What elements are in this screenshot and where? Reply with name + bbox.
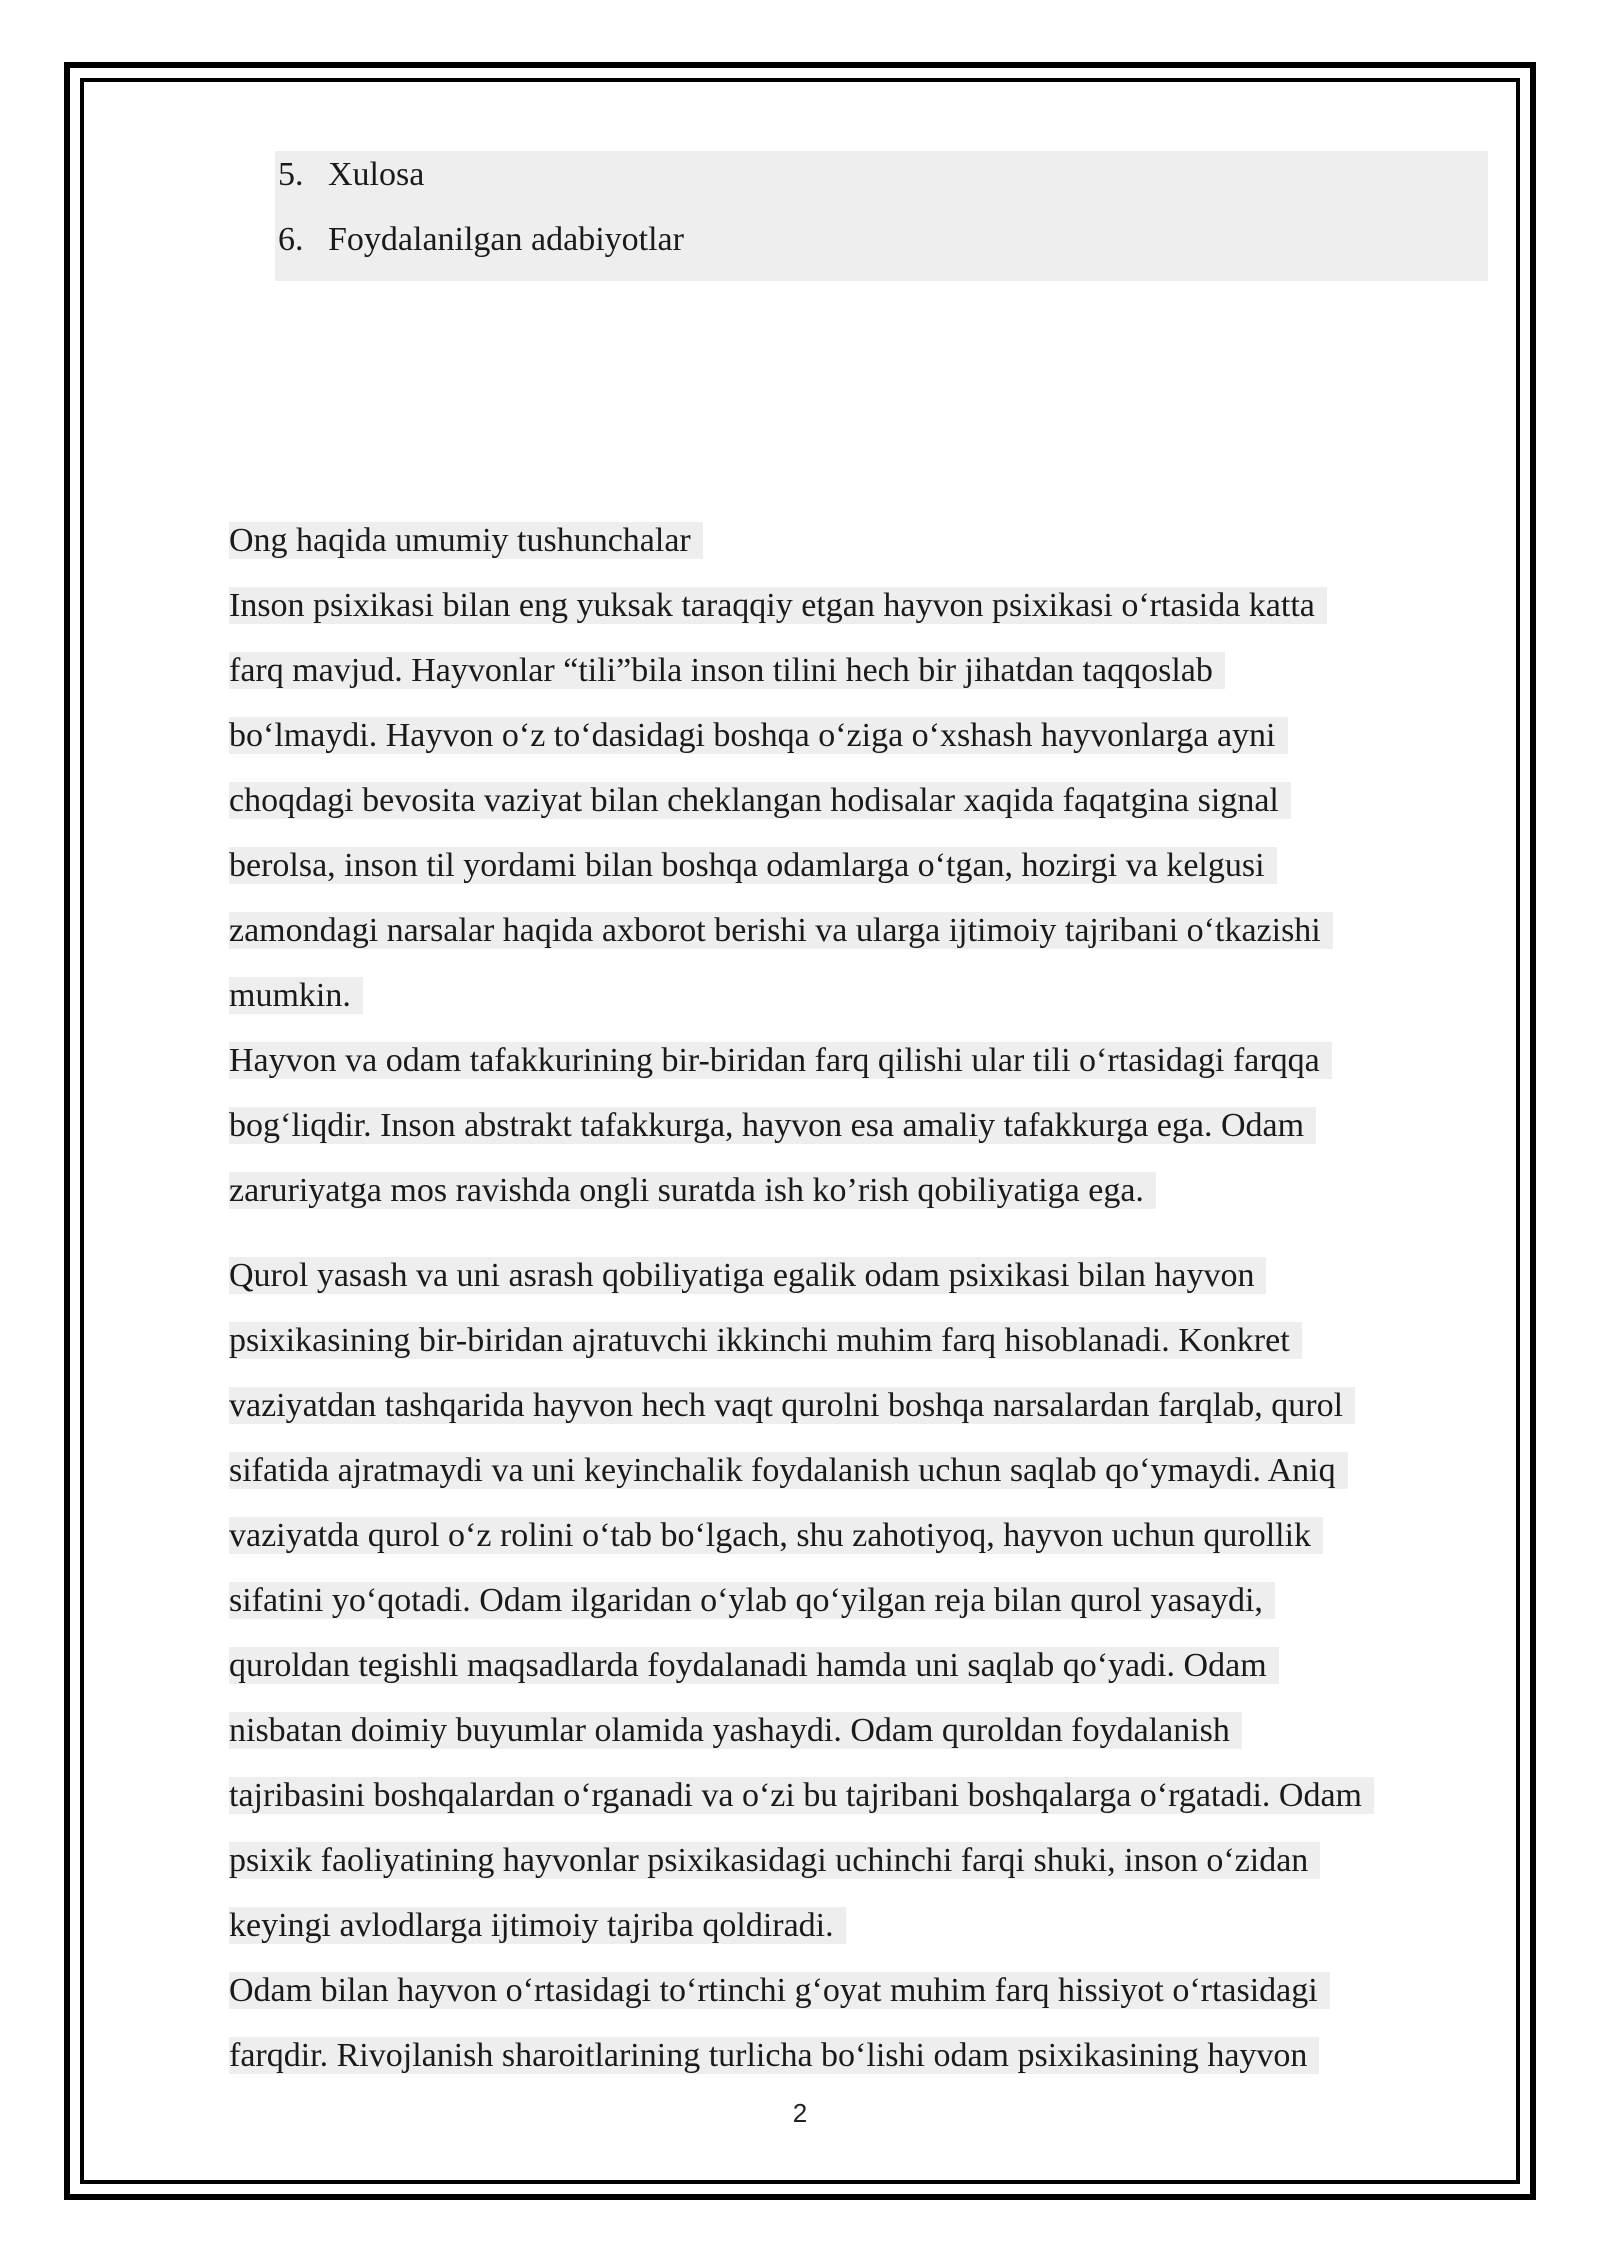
text-line-content: Hayvon va odam tafakkurining bir-biridan farq qilishi ular tili o‘rtasidagi farqqa xyxy=(229,1042,1332,1079)
paragraph xyxy=(229,573,1519,1028)
paragraph xyxy=(229,1243,1519,1958)
text-line xyxy=(229,1893,1519,1958)
section-title-text: Ong haqida umumiy tushunchalar xyxy=(229,522,703,559)
paragraph xyxy=(229,1028,1519,1223)
text-line xyxy=(229,1438,1519,1503)
text-line-content: vaziyatda qurol o‘z rolini o‘tab bo‘lgach, shu zahotiyoq, hayvon uchun qurollik xyxy=(229,1517,1323,1554)
text-line xyxy=(229,1093,1519,1158)
text-line-content: farq mavjud. Hayvonlar “tili”bila inson tilini hech bir jihatdan taqqoslab xyxy=(229,652,1225,689)
document-body xyxy=(229,508,1519,2088)
text-line xyxy=(229,1373,1519,1438)
text-line xyxy=(229,1568,1519,1633)
text-line-content: zamondagi narsalar haqida axborot berishi va ularga ijtimoiy tajribani o‘tkazishi xyxy=(229,912,1333,949)
text-line xyxy=(229,1828,1519,1893)
text-line xyxy=(229,833,1519,898)
page-number: 2 xyxy=(792,2098,808,2128)
text-line-content: tajribasini boshqalardan o‘rganadi va o‘zi bu tajribani boshqalarga o‘rgatadi. Odam xyxy=(229,1777,1374,1814)
table-of-contents xyxy=(275,151,1488,281)
text-line xyxy=(229,703,1519,768)
text-line-content: vaziyatdan tashqarida hayvon hech vaqt qurolni boshqa narsalardan farqlab, qurol xyxy=(229,1387,1355,1424)
toc-item xyxy=(275,216,1488,281)
text-line-content: choqdagi bevosita vaziyat bilan cheklangan hodisalar xaqida faqatgina signal xyxy=(229,782,1291,819)
text-line-content: quroldan tegishli maqsadlarda foydalanadi hamda uni saqlab qo‘yadi. Odam xyxy=(229,1647,1279,1684)
text-line-content: berolsa, inson til yordami bilan boshqa odamlarga o‘tgan, hozirgi va kelgusi xyxy=(229,847,1277,884)
text-line-content: Inson psixikasi bilan eng yuksak taraqqiy etgan hayvon psixikasi o‘rtasida katta xyxy=(229,587,1327,624)
text-line-content: sifatini yo‘qotadi. Odam ilgaridan o‘ylab qo‘yilgan reja bilan qurol yasaydi, xyxy=(229,1582,1275,1619)
text-line xyxy=(229,963,1519,1028)
text-line xyxy=(229,1698,1519,1763)
toc-item xyxy=(275,151,1488,216)
section-title xyxy=(229,508,1519,573)
text-line xyxy=(229,1503,1519,1568)
text-line xyxy=(229,898,1519,963)
text-line-content: Odam bilan hayvon o‘rtasidagi to‘rtinchi g‘oyat muhim farq hissiyot o‘rtasidagi xyxy=(229,1972,1330,2009)
paragraph-spacing xyxy=(229,1223,1519,1243)
text-line-content: farqdir. Rivojlanish sharoitlarining turlicha bo‘lishi odam psixikasining hayvon xyxy=(229,2037,1319,2074)
text-line-content: psixik faoliyatining hayvonlar psixikasidagi uchinchi farqi shuki, inson o‘zidan xyxy=(229,1842,1320,1879)
text-line-content: mumkin. xyxy=(229,977,363,1014)
toc-item-number: 5. xyxy=(278,156,304,193)
text-line-content: bo‘lmaydi. Hayvon o‘z to‘dasidagi boshqa o‘ziga o‘xshash hayvonlarga ayni xyxy=(229,717,1288,754)
text-line-content: bog‘liqdir. Inson abstrakt tafakkurga, hayvon esa amaliy tafakkurga ega. Odam xyxy=(229,1107,1316,1144)
text-line xyxy=(229,638,1519,703)
text-line xyxy=(229,1633,1519,1698)
text-line xyxy=(229,1763,1519,1828)
toc-item-label: Foydalanilgan adabiyotlar xyxy=(328,221,684,258)
text-line xyxy=(229,1028,1519,1093)
text-line-content: sifatida ajratmaydi va uni keyinchalik foydalanish uchun saqlab qo‘ymaydi. Aniq xyxy=(229,1452,1348,1489)
text-line xyxy=(229,1958,1519,2023)
text-line xyxy=(229,573,1519,638)
text-line xyxy=(229,2023,1519,2088)
toc-item-label: Xulosa xyxy=(328,156,425,193)
text-line xyxy=(229,1243,1519,1308)
text-line-content: Qurol yasash va uni asrash qobiliyatiga egalik odam psixikasi bilan hayvon xyxy=(229,1257,1266,1294)
text-line-content: keyingi avlodlarga ijtimoiy tajriba qoldiradi. xyxy=(229,1907,846,1944)
text-line-content: nisbatan doimiy buyumlar olamida yashaydi. Odam quroldan foydalanish xyxy=(229,1712,1242,1749)
text-line-content: psixikasining bir-biridan ajratuvchi ikkinchi muhim farq hisoblanadi. Konkret xyxy=(229,1322,1302,1359)
text-line xyxy=(229,768,1519,833)
paragraph xyxy=(229,1958,1519,2088)
text-line xyxy=(229,1158,1519,1223)
toc-item-number: 6. xyxy=(278,221,304,258)
text-line xyxy=(229,1308,1519,1373)
text-line-content: zaruriyatga mos ravishda ongli suratda ish ko’rish qobiliyatiga ega. xyxy=(229,1172,1156,1209)
